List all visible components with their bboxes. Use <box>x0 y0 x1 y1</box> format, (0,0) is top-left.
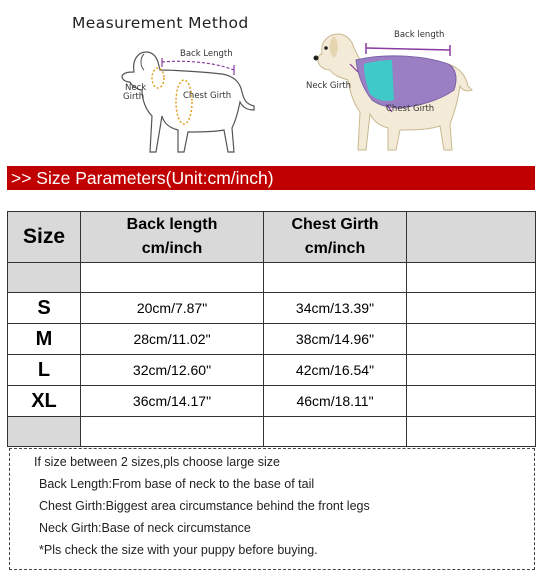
left-chest-girth-label: Chest Girth <box>183 91 232 101</box>
note-back-length: Back Length:From base of neck to the base of tail <box>39 477 315 491</box>
note-check-size: *Pls check the size with your puppy before buying. <box>39 543 318 557</box>
note-size-between: If size between 2 sizes,pls choose large size <box>34 455 280 469</box>
measurement-method-section <box>0 0 544 166</box>
size-cell: S <box>8 293 81 324</box>
back-length-column-header: Back length cm/inch <box>81 212 264 263</box>
size-cell: M <box>8 324 81 355</box>
note-neck-girth: Neck Girth:Base of neck circumstance <box>39 521 251 535</box>
chest-girth-column-header: Chest Girth cm/inch <box>264 212 407 263</box>
size-cell: XL <box>8 386 81 417</box>
back-length-cell: 20cm/7.87" <box>81 293 264 324</box>
note-chest-girth: Chest Girth:Biggest area circumstance behind the front legs <box>39 499 370 513</box>
chest-girth-cell: 38cm/14.96" <box>264 324 407 355</box>
table-row <box>8 293 536 324</box>
back-length-cell: 36cm/14.17" <box>81 386 264 417</box>
chest-girth-cell: 34cm/13.39" <box>264 293 407 324</box>
table-row-blank-top <box>8 263 536 293</box>
left-neck-girth-label-line2: Girth <box>123 92 145 102</box>
size-notes-box <box>9 448 535 570</box>
back-length-cell: 32cm/12.60" <box>81 355 264 386</box>
left-neck-girth-label-line1: Neck <box>125 83 147 93</box>
empty-column-header <box>407 212 536 263</box>
right-back-length-label: Back length <box>394 30 445 40</box>
table-row-blank-bottom <box>8 417 536 447</box>
size-parameters-title: >> Size Parameters(Unit:cm/inch) <box>11 168 274 188</box>
table-row <box>8 386 536 417</box>
table-row <box>8 324 536 355</box>
chest-girth-cell: 46cm/18.11" <box>264 386 407 417</box>
right-chest-girth-label: Chest Girth <box>386 104 435 114</box>
table-row <box>8 355 536 386</box>
size-parameters-banner <box>7 166 535 190</box>
left-back-length-label: Back Length <box>180 49 233 59</box>
size-table-header-row <box>8 212 536 263</box>
measurement-method-title: Measurement Method <box>72 14 249 32</box>
chest-girth-cell: 42cm/16.54" <box>264 355 407 386</box>
right-neck-girth-label: Neck Girth <box>306 81 352 91</box>
size-chart-table <box>7 211 536 447</box>
back-length-cell: 28cm/11.02" <box>81 324 264 355</box>
size-cell: L <box>8 355 81 386</box>
size-column-header: Size <box>8 212 81 263</box>
